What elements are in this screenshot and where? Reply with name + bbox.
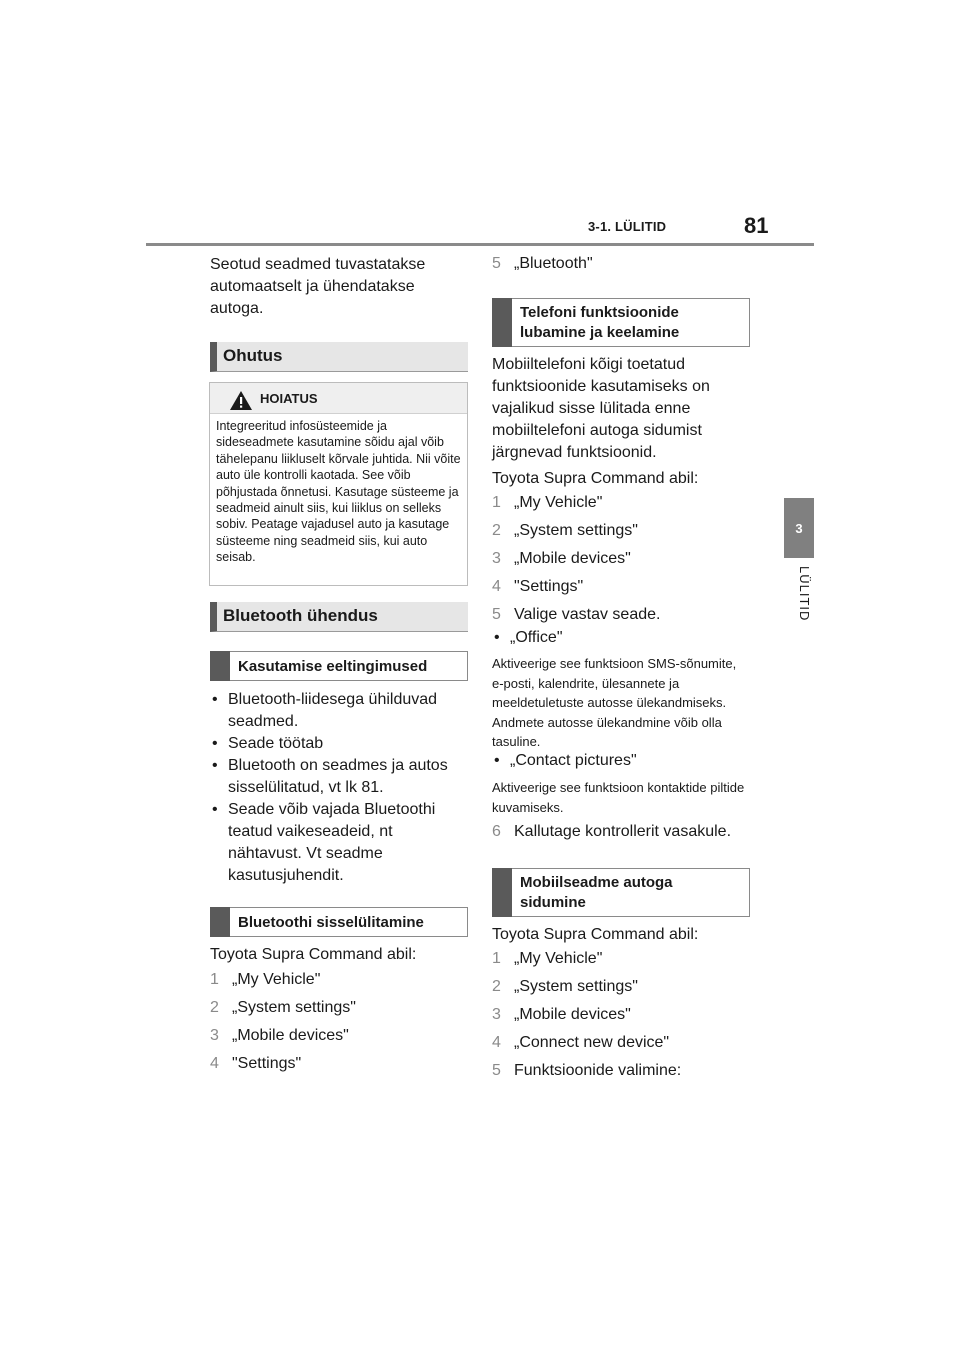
steps-list [492, 489, 742, 629]
step-item: 3 „Mobile devices" [492, 1006, 631, 1023]
contact-pictures-option [492, 750, 742, 772]
step-item: 2 „System settings" [492, 978, 638, 995]
page-number: 81 [744, 213, 769, 238]
subsection-label: Telefoni funktsioonide lubamine ja keelamine [520, 304, 680, 341]
chapter-number: 3 [795, 520, 803, 536]
warning-box [209, 382, 468, 586]
chapter-tab [784, 498, 814, 558]
step-item: 5 Funktsioonide valimine: [492, 1062, 682, 1079]
step-item: 1 „My Vehicle" [492, 950, 603, 967]
list-item: • Seade võib vajada Bluetoothi teatud vaikeseadeid, nt nähtavust. Vt seadme kasutusjuhendit. [210, 799, 460, 887]
subsection-bar [492, 868, 512, 917]
warning-text: Integreeritud infosüsteemide ja sideseadmete kasutamine sõidu ajal võib tähelepanu liikluselt kõrvale juhtida. Nii võite auto üle kontrolli kaotada. See võib põhjustada õnnetusi. Kasutage süsteeme ja seadmeid ainult siis, kui liiklus on selleks sobiv. Peatage vajadusel auto ja kasutage süsteeme ning seadmeid siis, kui auto seisab. [216, 419, 461, 565]
warning-triangle-icon [230, 391, 252, 410]
warning-title: HOIATUS [260, 391, 318, 406]
list-item: • „Contact pictures" [492, 750, 742, 772]
section-header-safety [210, 342, 468, 372]
warning-header [210, 383, 467, 414]
section-header-bluetooth [210, 602, 468, 632]
step-item: 6 Kallutage kontrollerit vasakule. [492, 823, 732, 840]
subsection-label: Bluetoothi sisselülitamine [238, 914, 424, 931]
subsection-bar [210, 651, 230, 681]
pair-steps-list [492, 945, 742, 1085]
step-item: 4 "Settings" [492, 578, 584, 595]
step-item: 5 Valige vastav seade. [492, 606, 661, 623]
subsection-phone-functions [492, 298, 750, 347]
step-item: 4 "Settings" [210, 1055, 302, 1072]
office-option [492, 627, 742, 649]
step-item: 4 „Connect new device" [492, 1034, 670, 1051]
subsection-switch-on [210, 907, 468, 937]
section-header-label: Ohutus [223, 346, 283, 365]
subsection-bar [210, 907, 230, 937]
list-item: • Bluetooth-liidesega ühilduvad seadmed. [210, 689, 460, 733]
step-item: 5 „Bluetooth" [492, 255, 593, 272]
contact-pictures-description: Aktiveerige see funktsioon kontaktide piltide kuvamiseks. [492, 780, 745, 815]
subsection-label: Kasutamise eeltingimused [238, 658, 428, 675]
office-description: Aktiveerige see funktsioon SMS-sõnumite, e-posti, kalendrite, ülesannete ja meeldetuletuste autosse ülekandmiseks. Andmete autosse ülekandmine võib olla tasuline. [492, 656, 737, 749]
step-item: 3 „Mobile devices" [210, 1027, 349, 1044]
subsection-label: Mobiilseadme autoga sidumine [520, 874, 673, 911]
command-intro: Toyota Supra Command abil: [492, 470, 699, 487]
section-title: 3-1. LÜLITID [588, 219, 667, 234]
command-intro: Toyota Supra Command abil: [210, 946, 417, 963]
subsection-pairing [492, 868, 750, 917]
step-item: 3 „Mobile devices" [492, 550, 631, 567]
step-item: 2 „System settings" [492, 522, 638, 539]
requirements-list [210, 689, 460, 887]
list-item: • Seade töötab [210, 733, 460, 755]
step-item: 1 „My Vehicle" [492, 494, 603, 511]
functions-paragraph: Mobiiltelefoni kõigi toetatud funktsioonide kasutamiseks on vajalikud sisse lülitada enne mobiiltelefoni autoga sidumist järgnevad funktsioonid. [492, 356, 710, 461]
subsection-bar [492, 298, 512, 347]
chapter-label: LÜLITID [797, 566, 812, 622]
section-header-label: Bluetooth ühendus [223, 606, 378, 625]
header-rule [146, 243, 814, 246]
intro-paragraph: Seotud seadmed tuvastatakse automaatselt ja ühendatakse autoga. [210, 256, 426, 317]
step-item: 2 „System settings" [210, 999, 356, 1016]
steps-list [210, 966, 450, 1078]
list-item: • Bluetooth on seadmes ja autos sisselülitatud, vt lk 81. [210, 755, 460, 799]
list-item: • „Office" [492, 627, 742, 649]
subsection-requirements [210, 651, 468, 681]
command-intro: Toyota Supra Command abil: [492, 926, 699, 943]
step-item: 1 „My Vehicle" [210, 971, 321, 988]
